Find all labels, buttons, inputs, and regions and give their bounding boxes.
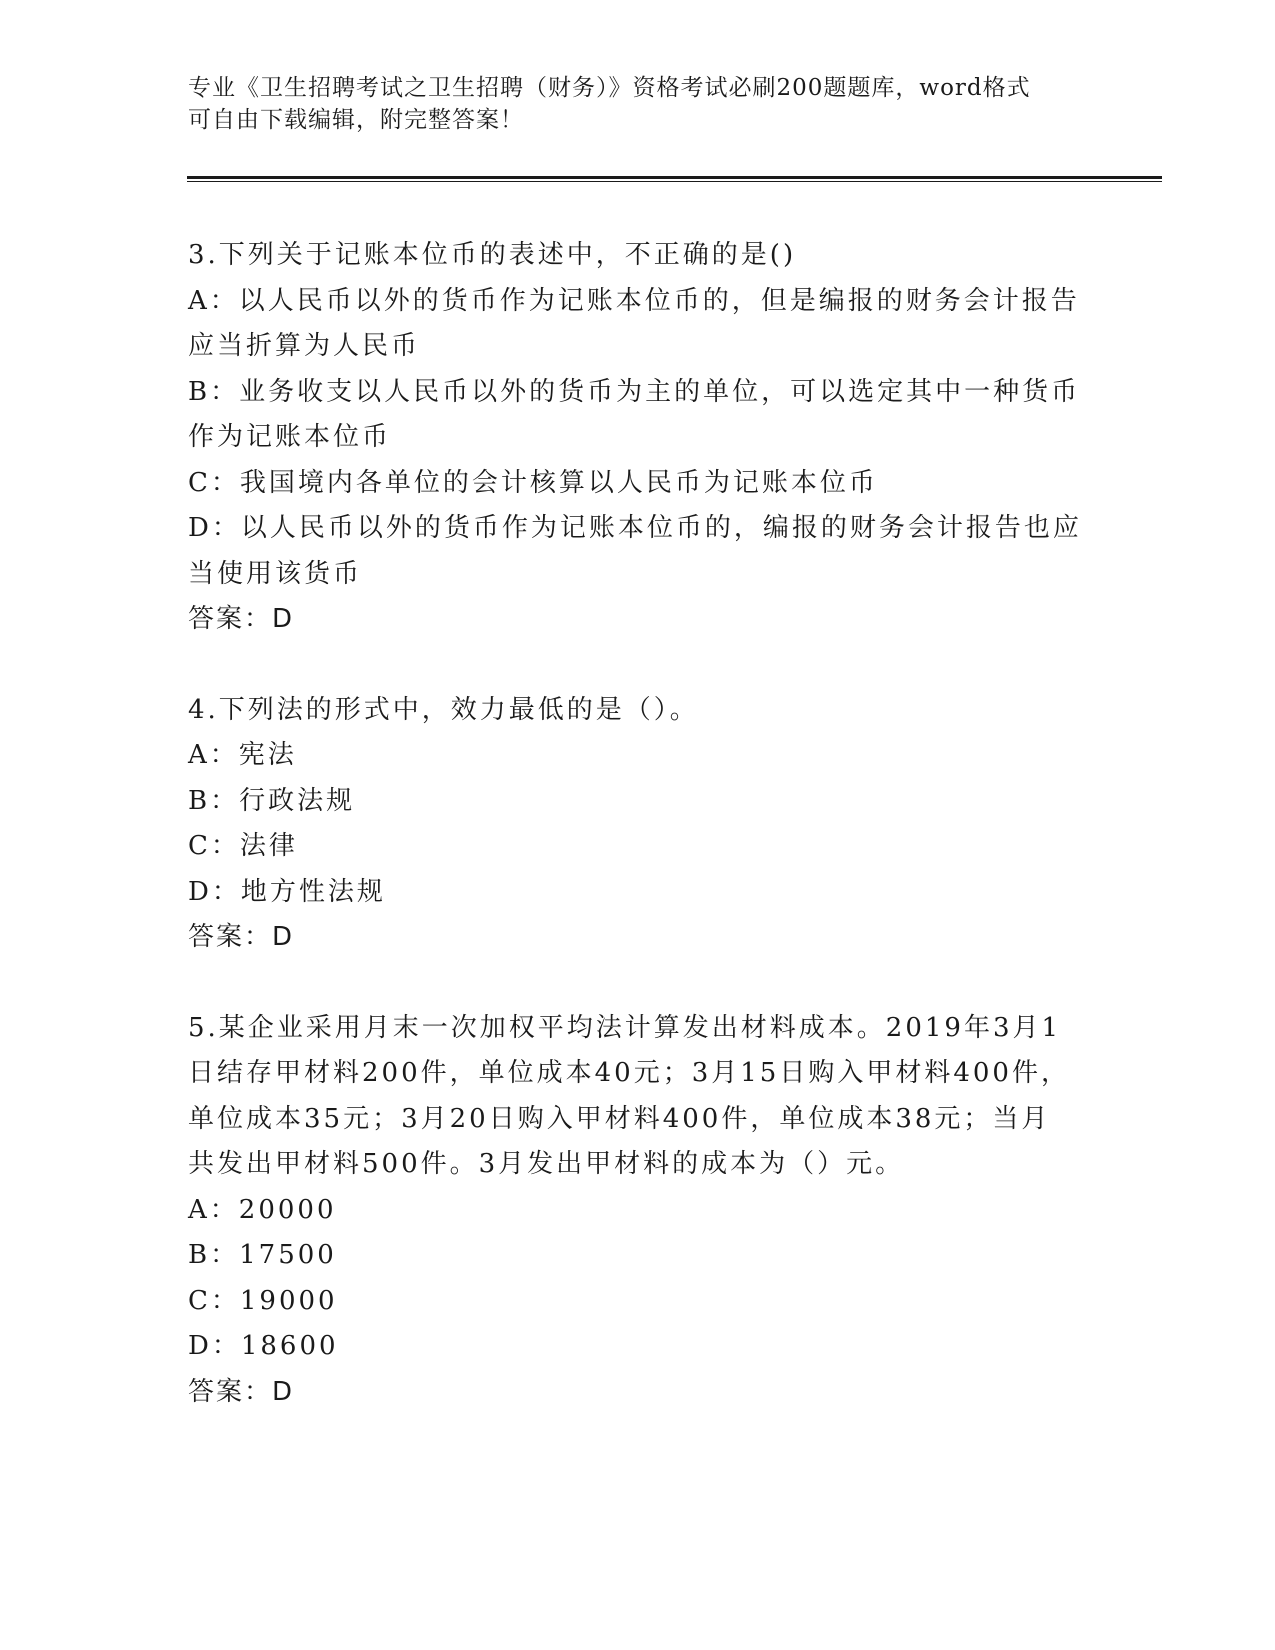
question-stem: 4.下列法的形式中，效力最低的是（）。 — [188, 694, 699, 725]
option-b: B：行政法规 — [188, 785, 356, 816]
answer: 答案：D — [188, 604, 295, 634]
option-a-line-1: A：以人民币以外的货币作为记账本位币的，但是编报的财务会计报告 — [188, 285, 1080, 316]
question-5 — [188, 1006, 1088, 1416]
option-c: C：19000 — [188, 1285, 338, 1316]
option-b-line-2: 作为记账本位币 — [188, 422, 392, 452]
answer: 答案：D — [188, 1376, 295, 1407]
option-a: A：20000 — [188, 1194, 337, 1225]
spacer — [188, 961, 1088, 1006]
answer: 答案：D — [188, 922, 295, 952]
question-4 — [188, 688, 1088, 961]
header-title-line-1: 专业《卫生招聘考试之卫生招聘（财务）》资格考试必刷200题题库，word格式 — [188, 75, 1031, 101]
option-a-line-2: 应当折算为人民币 — [188, 331, 421, 361]
option-b: B：17500 — [188, 1240, 337, 1270]
option-d: D：18600 — [188, 1331, 339, 1361]
spacer — [188, 643, 1088, 688]
question-stem-line-4: 共发出甲材料500件。3月发出甲材料的成本为（）元。 — [188, 1149, 905, 1179]
document-header — [188, 72, 1068, 136]
header-divider-thick — [187, 176, 1162, 179]
option-b-line-1: B：业务收支以人民币以外的货币为主的单位，可以选定其中一种货币 — [188, 376, 1081, 407]
option-d-line-1: D：以人民币以外的货币作为记账本位币的，编报的财务会计报告也应 — [188, 513, 1082, 543]
option-d-line-2: 当使用该货币 — [188, 558, 363, 589]
question-stem: 3.下列关于记账本位币的表述中，不正确的是() — [188, 240, 797, 270]
option-d: D：地方性法规 — [188, 876, 386, 907]
question-stem-line-1: 5.某企业采用月末一次加权平均法计算发出材料成本。2019年3月1 — [188, 1012, 1062, 1043]
question-3 — [188, 233, 1088, 643]
question-list — [188, 233, 1088, 1415]
option-c: C：我国境内各单位的会计核算以人民币为记账本位币 — [188, 467, 878, 498]
option-c: C：法律 — [188, 831, 298, 861]
header-divider-thin — [187, 181, 1162, 182]
question-stem-line-3: 单位成本35元；3月20日购入甲材料400件，单位成本38元；当月 — [188, 1103, 1051, 1134]
header-title-line-2: 可自由下载编辑，附完整答案！ — [188, 107, 524, 133]
question-stem-line-2: 日结存甲材料200件，单位成本40元；3月15日购入甲材料400件， — [188, 1058, 1070, 1088]
option-a: A：宪法 — [188, 740, 297, 770]
